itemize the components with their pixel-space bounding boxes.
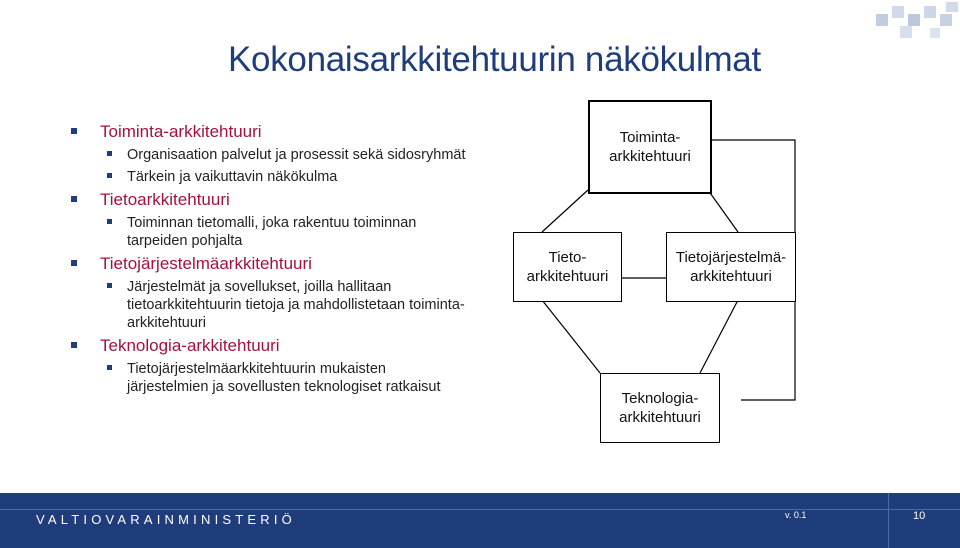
box-label: Tieto- (548, 249, 587, 266)
bullet-item (70, 214, 470, 250)
teknologia-arkkitehtuuri-box (600, 373, 720, 443)
tietojarjestelmaarkkitehtuuri-box (666, 232, 796, 302)
bullet-heading (70, 335, 470, 356)
ministry-logo-text: VALTIOVARAINMINISTERIÖ (36, 512, 296, 527)
box-label: Tietojärjestelmä- (675, 249, 787, 266)
bullet-square-icon (71, 196, 77, 202)
bullet-heading-text: Teknologia-arkkitehtuuri (100, 336, 280, 355)
bullet-heading (70, 121, 470, 142)
bullet-square-icon (107, 219, 112, 224)
bullet-item-text: Organisaation palvelut ja prosessit sekä sidosryhmät (127, 147, 466, 163)
box-label: arkkitehtuuri (609, 148, 691, 165)
bullet-heading-text: Tietojärjestelmäarkkitehtuuri (100, 254, 312, 273)
decorative-squares-graphic (780, 0, 960, 60)
bullet-list (70, 118, 470, 396)
tietoarkkitehtuuri-box (513, 232, 622, 302)
bullet-square-icon (107, 365, 112, 370)
bullet-heading (70, 189, 470, 210)
toiminta-arkkitehtuuri-box (588, 100, 712, 194)
architecture-diagram (500, 95, 820, 475)
version-label: v. 0.1 (785, 510, 807, 520)
box-label: Teknologia- (621, 390, 699, 407)
page-number: 10 (913, 510, 926, 522)
bullet-item (70, 168, 470, 186)
bullet-item (70, 360, 470, 396)
box-label: arkkitehtuuri (619, 409, 701, 426)
bullet-square-icon (71, 342, 77, 348)
footer-divider-line (0, 509, 960, 510)
bullet-square-icon (107, 173, 112, 178)
bullet-square-icon (71, 260, 77, 266)
box-label: Toiminta- (619, 129, 681, 146)
bullet-item-text: Toiminnan tietomalli, joka rakentuu toiminnan tarpeiden pohjalta (127, 215, 417, 249)
box-label: arkkitehtuuri (690, 268, 772, 285)
bullet-item-text: Tietojärjestelmäarkkitehtuurin mukaisten järjestelmien ja sovellusten teknologiset ratkaisut (127, 361, 441, 395)
bullet-item-text: Tärkein ja vaikuttavin näkökulma (127, 169, 338, 185)
bullet-square-icon (107, 283, 112, 288)
bullet-item (70, 146, 470, 164)
page-title: Kokonaisarkkitehtuurin näkökulmat (228, 40, 761, 79)
footer-bar (0, 493, 960, 548)
box-label: arkkitehtuuri (526, 268, 609, 285)
bullet-heading-text: Toiminta-arkkitehtuuri (100, 122, 262, 141)
bullet-item (70, 278, 470, 332)
bullet-square-icon (71, 128, 77, 134)
footer-vertical-divider (888, 493, 889, 548)
bullet-item-text: Järjestelmät ja sovellukset, joilla hallitaan tietoarkkitehtuurin tietoja ja mahdollistetaan toiminta-arkkitehtuuri (127, 279, 465, 331)
bullet-heading-text: Tietoarkkitehtuuri (100, 190, 230, 209)
bullet-square-icon (107, 151, 112, 156)
bullet-heading (70, 253, 470, 274)
